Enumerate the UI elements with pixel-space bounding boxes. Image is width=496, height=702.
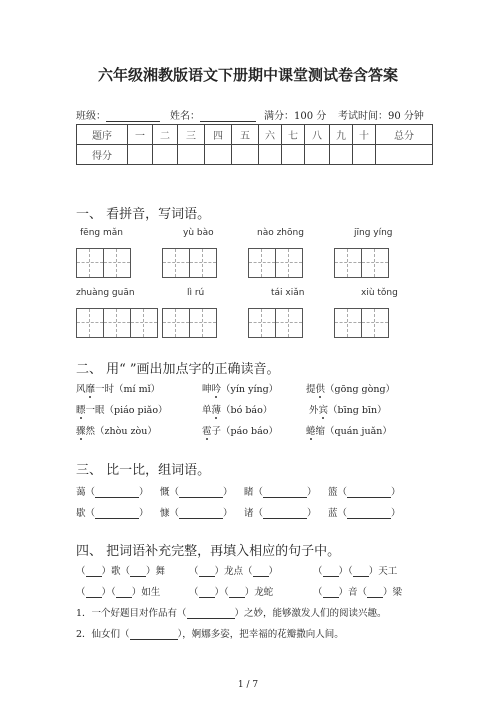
score-cell[interactable] — [128, 145, 153, 165]
writing-grid[interactable] — [334, 248, 389, 278]
answer-blank[interactable] — [347, 508, 391, 519]
writing-grid[interactable] — [248, 248, 303, 278]
score-cell[interactable] — [205, 145, 232, 165]
writing-grid[interactable] — [248, 308, 303, 338]
table-header-cell: 十 — [353, 125, 376, 145]
score-cell[interactable] — [259, 145, 282, 165]
pronunciation-item[interactable]: 外宾（bīng bīn） — [309, 405, 387, 416]
table-header-cell: 四 — [205, 125, 232, 145]
writing-grid[interactable] — [162, 308, 217, 338]
idiom-item: （ ）歌（ ）舞 — [76, 566, 166, 577]
score-cell[interactable] — [153, 145, 178, 165]
compare-item: 诸（ ） — [244, 508, 317, 519]
answer-blank[interactable] — [323, 587, 339, 598]
score-cell[interactable] — [353, 145, 376, 165]
section-2-title: 二、 用“ ”画出加点字的正确读音。 — [76, 362, 280, 377]
page-title: 六年级湘教版语文下册期中课堂测试卷含答案 — [97, 66, 398, 84]
score-cell[interactable] — [178, 145, 205, 165]
pronunciation-item[interactable]: 提供（gōng gòng） — [306, 384, 396, 395]
answer-blank[interactable] — [199, 587, 215, 598]
answer-blank[interactable] — [116, 587, 132, 598]
pinyin-label: xiù tǒng — [361, 288, 398, 298]
full-score: 满分：100 分 — [264, 111, 327, 122]
table-header-cell: 九 — [330, 125, 353, 145]
score-cell[interactable] — [330, 145, 353, 165]
pinyin-label: yù bào — [183, 228, 214, 238]
score-table-header — [77, 125, 433, 145]
pronunciation-item[interactable]: 风靡一时（mí mǐ） — [76, 384, 161, 395]
pronunciation-item[interactable]: 蜷缩（quán juǎn） — [306, 426, 392, 437]
table-row-label: 得分 — [77, 145, 128, 165]
answer-blank[interactable] — [130, 566, 146, 577]
idiom-item: （ ）音（ ）梁 — [313, 587, 403, 598]
writing-grid[interactable] — [334, 308, 389, 338]
table-header-cell: 题序 — [77, 125, 128, 145]
answer-blank[interactable] — [86, 587, 102, 598]
answer-blank[interactable] — [263, 508, 307, 519]
score-cell[interactable] — [305, 145, 330, 165]
exam-time: 考试时间：90 分钟 — [338, 111, 424, 122]
section-1-title: 一、 看拼音，写词语。 — [76, 207, 211, 222]
answer-blank[interactable] — [179, 487, 223, 498]
table-header-cell: 三 — [178, 125, 205, 145]
name-blank[interactable] — [200, 110, 256, 122]
answer-blank[interactable] — [323, 566, 339, 577]
section-3-title: 三、 比一比，组词语。 — [76, 463, 211, 478]
table-header-cell: 一 — [128, 125, 153, 145]
pronunciation-item[interactable]: 雹子（páo báo） — [202, 426, 278, 437]
answer-blank[interactable] — [229, 587, 245, 598]
answer-blank[interactable] — [263, 487, 307, 498]
class-blank[interactable] — [106, 110, 160, 122]
answer-blank[interactable] — [353, 566, 369, 577]
pinyin-label: lì rú — [187, 288, 205, 298]
compare-item: 蔼（ ） — [76, 487, 149, 498]
score-table — [76, 124, 433, 165]
writing-grid[interactable] — [76, 308, 158, 338]
class-field — [76, 107, 160, 122]
pronunciation-item[interactable]: 瞟一眼（piáo piǎo） — [76, 405, 168, 416]
table-header-cell: 七 — [282, 125, 305, 145]
answer-blank[interactable] — [95, 487, 139, 498]
answer-blank[interactable] — [199, 566, 215, 577]
compare-item: 慨（ ） — [160, 487, 233, 498]
answer-blank[interactable] — [367, 587, 383, 598]
table-header-cell: 总分 — [376, 125, 433, 145]
writing-grid[interactable] — [76, 248, 131, 278]
idiom-item: （ ）（ ）龙蛇 — [189, 587, 274, 598]
pinyin-label: jīng yíng — [354, 228, 393, 238]
page-number: 1 / 7 — [237, 680, 259, 690]
answer-blank[interactable] — [347, 487, 391, 498]
table-header-cell: 二 — [153, 125, 178, 145]
table-header-cell: 五 — [232, 125, 259, 145]
pinyin-label: fēng mǎn — [80, 228, 123, 238]
compare-item: 蓝（ ） — [328, 508, 401, 519]
pinyin-label: tái xiǎn — [271, 288, 305, 298]
answer-blank[interactable] — [187, 608, 235, 619]
answer-blank[interactable] — [253, 566, 269, 577]
compare-item: 篮（ ） — [328, 487, 401, 498]
pronunciation-item[interactable]: 单薄（bó báo） — [202, 405, 273, 416]
class-label: 班级： — [76, 111, 106, 122]
table-header-cell: 八 — [305, 125, 330, 145]
score-table-row — [77, 145, 433, 165]
idiom-item: （ ）（ ）天工 — [313, 566, 398, 577]
compare-item: 慷（ ） — [160, 508, 233, 519]
pinyin-label: zhuàng guān — [76, 288, 135, 298]
writing-grid[interactable] — [162, 248, 217, 278]
compare-item: 歇（ ） — [76, 508, 149, 519]
answer-blank[interactable] — [130, 629, 178, 640]
answer-blank[interactable] — [86, 566, 102, 577]
name-label: 姓名： — [170, 111, 200, 122]
compare-item: 睹（ ） — [244, 487, 317, 498]
pronunciation-item[interactable]: 呻吟（yín yíng） — [202, 384, 279, 395]
sentence-item: 2．仙女们（ ），婀娜多姿，把幸福的花瓣撒向人间。 — [76, 629, 344, 640]
sentence-item: 1．一个好题目对作品有（ ）之妙，能够激发人们的阅读兴趣。 — [76, 608, 387, 619]
table-header-cell: 六 — [259, 125, 282, 145]
pinyin-label: nào zhōng — [257, 228, 304, 238]
idiom-item: （ ）龙点（ ） — [189, 566, 279, 577]
section-4-title: 四、 把词语补充完整，再填入相应的句子中。 — [76, 544, 341, 559]
answer-blank[interactable] — [95, 508, 139, 519]
answer-blank[interactable] — [179, 508, 223, 519]
score-cell[interactable] — [376, 145, 433, 165]
score-cell[interactable] — [282, 145, 305, 165]
score-cell[interactable] — [232, 145, 259, 165]
name-field — [170, 107, 256, 122]
pronunciation-item[interactable]: 骤然（zhòu zòu） — [76, 426, 157, 437]
idiom-item: （ ）（ ）如生 — [76, 587, 161, 598]
